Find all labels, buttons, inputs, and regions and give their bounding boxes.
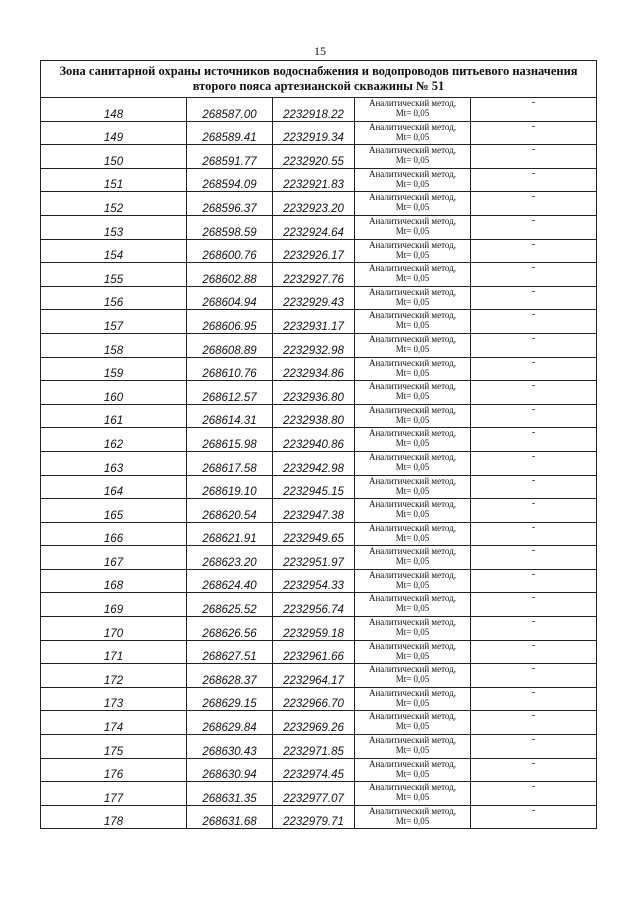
determination-method bbox=[355, 569, 471, 593]
accuracy-text: Mt= 0,05 bbox=[395, 815, 430, 826]
x-coordinate: 268598.59 bbox=[187, 215, 273, 239]
table-row bbox=[41, 593, 597, 617]
table-row bbox=[41, 404, 597, 428]
note-cell: - bbox=[471, 263, 597, 287]
table-row bbox=[41, 522, 597, 546]
determination-method bbox=[355, 428, 471, 452]
determination-method bbox=[355, 782, 471, 806]
page-number: 15 bbox=[314, 44, 326, 58]
point-number: 177 bbox=[41, 782, 187, 806]
method-text: Аналитический метод, bbox=[368, 239, 457, 250]
method-text: Аналитический метод, bbox=[368, 782, 457, 793]
y-coordinate: 2232927.76 bbox=[273, 263, 355, 287]
table-row bbox=[41, 687, 597, 711]
x-coordinate: 268623.20 bbox=[187, 546, 273, 570]
x-coordinate: 268606.95 bbox=[187, 310, 273, 334]
method-text: Аналитический метод, bbox=[368, 286, 457, 297]
x-coordinate: 268587.00 bbox=[187, 98, 273, 122]
method-text: Аналитический метод, bbox=[368, 263, 457, 274]
table-row bbox=[41, 499, 597, 523]
note-cell: - bbox=[471, 546, 597, 570]
point-number: 178 bbox=[41, 805, 187, 829]
y-coordinate: 2232974.45 bbox=[273, 758, 355, 782]
x-coordinate: 268631.68 bbox=[187, 805, 273, 829]
x-coordinate: 268630.94 bbox=[187, 758, 273, 782]
table-body bbox=[41, 61, 597, 829]
x-coordinate: 268617.58 bbox=[187, 451, 273, 475]
note-cell: - bbox=[471, 735, 597, 759]
note-cell: - bbox=[471, 215, 597, 239]
method-text: Аналитический метод, bbox=[368, 428, 457, 439]
note-cell: - bbox=[471, 475, 597, 499]
point-number: 164 bbox=[41, 475, 187, 499]
determination-method bbox=[355, 593, 471, 617]
method-text: Аналитический метод, bbox=[368, 451, 457, 462]
determination-method bbox=[355, 145, 471, 169]
x-coordinate: 268619.10 bbox=[187, 475, 273, 499]
determination-method bbox=[355, 168, 471, 192]
point-number: 172 bbox=[41, 664, 187, 688]
determination-method bbox=[355, 381, 471, 405]
accuracy-text: Mt= 0,05 bbox=[395, 367, 430, 378]
y-coordinate: 2232934.86 bbox=[273, 357, 355, 381]
x-coordinate: 268625.52 bbox=[187, 593, 273, 617]
note-cell: - bbox=[471, 286, 597, 310]
determination-method bbox=[355, 239, 471, 263]
method-text: Аналитический метод, bbox=[368, 145, 457, 156]
point-number: 152 bbox=[41, 192, 187, 216]
y-coordinate: 2232931.17 bbox=[273, 310, 355, 334]
method-text: Аналитический метод, bbox=[368, 546, 457, 557]
determination-method bbox=[355, 711, 471, 735]
y-coordinate: 2232921.83 bbox=[273, 168, 355, 192]
note-cell: - bbox=[471, 121, 597, 145]
table-row bbox=[41, 310, 597, 334]
determination-method bbox=[355, 687, 471, 711]
accuracy-text: Mt= 0,05 bbox=[395, 320, 430, 331]
note-cell: - bbox=[471, 168, 597, 192]
note-cell: - bbox=[471, 145, 597, 169]
method-text: Аналитический метод, bbox=[368, 640, 457, 651]
point-number: 158 bbox=[41, 333, 187, 357]
y-coordinate: 2232926.17 bbox=[273, 239, 355, 263]
point-number: 151 bbox=[41, 168, 187, 192]
y-coordinate: 2232961.66 bbox=[273, 640, 355, 664]
method-text: Аналитический метод, bbox=[368, 381, 457, 392]
point-number: 173 bbox=[41, 687, 187, 711]
method-text: Аналитический метод, bbox=[368, 805, 457, 816]
accuracy-text: Mt= 0,05 bbox=[395, 509, 430, 520]
table-row bbox=[41, 782, 597, 806]
point-number: 167 bbox=[41, 546, 187, 570]
y-coordinate: 2232951.97 bbox=[273, 546, 355, 570]
method-text: Аналитический метод, bbox=[368, 711, 457, 722]
y-coordinate: 2232979.71 bbox=[273, 805, 355, 829]
table-row bbox=[41, 168, 597, 192]
determination-method bbox=[355, 310, 471, 334]
determination-method bbox=[355, 404, 471, 428]
x-coordinate: 268629.84 bbox=[187, 711, 273, 735]
accuracy-text: Mt= 0,05 bbox=[395, 485, 430, 496]
point-number: 159 bbox=[41, 357, 187, 381]
table-row bbox=[41, 664, 597, 688]
table-row bbox=[41, 333, 597, 357]
point-number: 157 bbox=[41, 310, 187, 334]
accuracy-text: Mt= 0,05 bbox=[395, 674, 430, 685]
point-number: 155 bbox=[41, 263, 187, 287]
point-number: 150 bbox=[41, 145, 187, 169]
determination-method bbox=[355, 735, 471, 759]
y-coordinate: 2232971.85 bbox=[273, 735, 355, 759]
note-cell: - bbox=[471, 617, 597, 641]
x-coordinate: 268628.37 bbox=[187, 664, 273, 688]
y-coordinate: 2232977.07 bbox=[273, 782, 355, 806]
point-number: 169 bbox=[41, 593, 187, 617]
note-cell: - bbox=[471, 239, 597, 263]
table-title-row bbox=[41, 61, 597, 98]
determination-method bbox=[355, 451, 471, 475]
accuracy-text: Mt= 0,05 bbox=[395, 556, 430, 567]
method-text: Аналитический метод, bbox=[368, 499, 457, 510]
accuracy-text: Mt= 0,05 bbox=[395, 461, 430, 472]
point-number: 162 bbox=[41, 428, 187, 452]
point-number: 149 bbox=[41, 121, 187, 145]
note-cell: - bbox=[471, 569, 597, 593]
method-text: Аналитический метод, bbox=[368, 593, 457, 604]
accuracy-text: Mt= 0,05 bbox=[395, 721, 430, 732]
accuracy-text: Mt= 0,05 bbox=[395, 155, 430, 166]
accuracy-text: Mt= 0,05 bbox=[395, 178, 430, 189]
y-coordinate: 2232966.70 bbox=[273, 687, 355, 711]
x-coordinate: 268600.76 bbox=[187, 239, 273, 263]
method-text: Аналитический метод, bbox=[368, 735, 457, 746]
x-coordinate: 268620.54 bbox=[187, 499, 273, 523]
table-row bbox=[41, 758, 597, 782]
table-title: Зона санитарной охраны источников водоснабжения и водопроводов питьевого назначения второго пояса артезианской скважины № 51 bbox=[41, 61, 597, 98]
y-coordinate: 2232947.38 bbox=[273, 499, 355, 523]
table-row bbox=[41, 192, 597, 216]
determination-method bbox=[355, 640, 471, 664]
y-coordinate: 2232932.98 bbox=[273, 333, 355, 357]
note-cell: - bbox=[471, 711, 597, 735]
table-row bbox=[41, 121, 597, 145]
point-number: 153 bbox=[41, 215, 187, 239]
method-text: Аналитический метод, bbox=[368, 617, 457, 628]
method-text: Аналитический метод, bbox=[368, 475, 457, 486]
accuracy-text: Mt= 0,05 bbox=[395, 438, 430, 449]
y-coordinate: 2232945.15 bbox=[273, 475, 355, 499]
x-coordinate: 268631.35 bbox=[187, 782, 273, 806]
note-cell: - bbox=[471, 782, 597, 806]
method-text: Аналитический метод, bbox=[368, 522, 457, 533]
x-coordinate: 268602.88 bbox=[187, 263, 273, 287]
determination-method bbox=[355, 357, 471, 381]
note-cell: - bbox=[471, 381, 597, 405]
method-text: Аналитический метод, bbox=[368, 357, 457, 368]
note-cell: - bbox=[471, 805, 597, 829]
y-coordinate: 2232942.98 bbox=[273, 451, 355, 475]
determination-method bbox=[355, 664, 471, 688]
note-cell: - bbox=[471, 522, 597, 546]
accuracy-text: Mt= 0,05 bbox=[395, 697, 430, 708]
accuracy-text: Mt= 0,05 bbox=[395, 579, 430, 590]
table-row bbox=[41, 215, 597, 239]
note-cell: - bbox=[471, 357, 597, 381]
method-text: Аналитический метод, bbox=[368, 687, 457, 698]
point-number: 148 bbox=[41, 98, 187, 122]
y-coordinate: 2232919.34 bbox=[273, 121, 355, 145]
x-coordinate: 268630.43 bbox=[187, 735, 273, 759]
x-coordinate: 268629.15 bbox=[187, 687, 273, 711]
y-coordinate: 2232959.18 bbox=[273, 617, 355, 641]
determination-method bbox=[355, 546, 471, 570]
point-number: 154 bbox=[41, 239, 187, 263]
method-text: Аналитический метод, bbox=[368, 98, 457, 108]
method-text: Аналитический метод, bbox=[368, 664, 457, 675]
table-row bbox=[41, 617, 597, 641]
table-row bbox=[41, 286, 597, 310]
y-coordinate: 2232920.55 bbox=[273, 145, 355, 169]
table-row bbox=[41, 263, 597, 287]
accuracy-text: Mt= 0,05 bbox=[395, 391, 430, 402]
table-row bbox=[41, 98, 597, 122]
table-row bbox=[41, 428, 597, 452]
table-row bbox=[41, 711, 597, 735]
method-text: Аналитический метод, bbox=[368, 192, 457, 203]
note-cell: - bbox=[471, 192, 597, 216]
point-number: 171 bbox=[41, 640, 187, 664]
accuracy-text: Mt= 0,05 bbox=[395, 603, 430, 614]
accuracy-text: Mt= 0,05 bbox=[395, 273, 430, 284]
note-cell: - bbox=[471, 98, 597, 122]
y-coordinate: 2232949.65 bbox=[273, 522, 355, 546]
note-cell: - bbox=[471, 664, 597, 688]
accuracy-text: Mt= 0,05 bbox=[395, 202, 430, 213]
point-number: 176 bbox=[41, 758, 187, 782]
accuracy-text: Mt= 0,05 bbox=[395, 768, 430, 779]
determination-method bbox=[355, 215, 471, 239]
accuracy-text: Mt= 0,05 bbox=[395, 225, 430, 236]
table-row bbox=[41, 569, 597, 593]
method-text: Аналитический метод, bbox=[368, 569, 457, 580]
accuracy-text: Mt= 0,05 bbox=[395, 650, 430, 661]
determination-method bbox=[355, 121, 471, 145]
y-coordinate: 2232969.26 bbox=[273, 711, 355, 735]
point-number: 160 bbox=[41, 381, 187, 405]
table-row bbox=[41, 145, 597, 169]
x-coordinate: 268624.40 bbox=[187, 569, 273, 593]
x-coordinate: 268621.91 bbox=[187, 522, 273, 546]
accuracy-text: Mt= 0,05 bbox=[395, 414, 430, 425]
table-row bbox=[41, 640, 597, 664]
method-text: Аналитический метод, bbox=[368, 404, 457, 415]
determination-method bbox=[355, 333, 471, 357]
determination-method bbox=[355, 475, 471, 499]
note-cell: - bbox=[471, 687, 597, 711]
accuracy-text: Mt= 0,05 bbox=[395, 627, 430, 638]
determination-method bbox=[355, 263, 471, 287]
determination-method bbox=[355, 522, 471, 546]
accuracy-text: Mt= 0,05 bbox=[395, 343, 430, 354]
note-cell: - bbox=[471, 333, 597, 357]
accuracy-text: Mt= 0,05 bbox=[395, 131, 430, 142]
note-cell: - bbox=[471, 428, 597, 452]
table-row bbox=[41, 475, 597, 499]
x-coordinate: 268594.09 bbox=[187, 168, 273, 192]
coordinates-table bbox=[40, 60, 597, 829]
determination-method bbox=[355, 805, 471, 829]
accuracy-text: Mt= 0,05 bbox=[395, 108, 430, 118]
accuracy-text: Mt= 0,05 bbox=[395, 745, 430, 756]
method-text: Аналитический метод, bbox=[368, 215, 457, 226]
x-coordinate: 268626.56 bbox=[187, 617, 273, 641]
point-number: 175 bbox=[41, 735, 187, 759]
y-coordinate: 2232936.80 bbox=[273, 381, 355, 405]
point-number: 166 bbox=[41, 522, 187, 546]
note-cell: - bbox=[471, 451, 597, 475]
note-cell: - bbox=[471, 310, 597, 334]
y-coordinate: 2232964.17 bbox=[273, 664, 355, 688]
table-row bbox=[41, 805, 597, 829]
y-coordinate: 2232938.80 bbox=[273, 404, 355, 428]
y-coordinate: 2232923.20 bbox=[273, 192, 355, 216]
note-cell: - bbox=[471, 593, 597, 617]
point-number: 165 bbox=[41, 499, 187, 523]
table-row bbox=[41, 381, 597, 405]
x-coordinate: 268608.89 bbox=[187, 333, 273, 357]
accuracy-text: Mt= 0,05 bbox=[395, 792, 430, 803]
point-number: 156 bbox=[41, 286, 187, 310]
y-coordinate: 2232954.33 bbox=[273, 569, 355, 593]
method-text: Аналитический метод, bbox=[368, 758, 457, 769]
determination-method bbox=[355, 286, 471, 310]
point-number: 174 bbox=[41, 711, 187, 735]
determination-method bbox=[355, 98, 471, 122]
note-cell: - bbox=[471, 404, 597, 428]
method-text: Аналитический метод, bbox=[368, 168, 457, 179]
x-coordinate: 268610.76 bbox=[187, 357, 273, 381]
x-coordinate: 268614.31 bbox=[187, 404, 273, 428]
table-row bbox=[41, 239, 597, 263]
table-row bbox=[41, 735, 597, 759]
method-text: Аналитический метод, bbox=[368, 310, 457, 321]
x-coordinate: 268596.37 bbox=[187, 192, 273, 216]
table-row bbox=[41, 451, 597, 475]
determination-method bbox=[355, 617, 471, 641]
x-coordinate: 268591.77 bbox=[187, 145, 273, 169]
y-coordinate: 2232956.74 bbox=[273, 593, 355, 617]
method-text: Аналитический метод, bbox=[368, 121, 457, 132]
x-coordinate: 268589.41 bbox=[187, 121, 273, 145]
determination-method bbox=[355, 758, 471, 782]
y-coordinate: 2232918.22 bbox=[273, 98, 355, 122]
note-cell: - bbox=[471, 499, 597, 523]
x-coordinate: 268604.94 bbox=[187, 286, 273, 310]
point-number: 168 bbox=[41, 569, 187, 593]
accuracy-text: Mt= 0,05 bbox=[395, 296, 430, 307]
point-number: 170 bbox=[41, 617, 187, 641]
x-coordinate: 268612.57 bbox=[187, 381, 273, 405]
y-coordinate: 2232929.43 bbox=[273, 286, 355, 310]
table-row bbox=[41, 357, 597, 381]
point-number: 163 bbox=[41, 451, 187, 475]
determination-method bbox=[355, 499, 471, 523]
determination-method bbox=[355, 192, 471, 216]
point-number: 161 bbox=[41, 404, 187, 428]
accuracy-text: Mt= 0,05 bbox=[395, 249, 430, 260]
note-cell: - bbox=[471, 758, 597, 782]
method-text: Аналитический метод, bbox=[368, 333, 457, 344]
note-cell: - bbox=[471, 640, 597, 664]
table-row bbox=[41, 546, 597, 570]
accuracy-text: Mt= 0,05 bbox=[395, 532, 430, 543]
y-coordinate: 2232940.86 bbox=[273, 428, 355, 452]
x-coordinate: 268615.98 bbox=[187, 428, 273, 452]
x-coordinate: 268627.51 bbox=[187, 640, 273, 664]
y-coordinate: 2232924.64 bbox=[273, 215, 355, 239]
